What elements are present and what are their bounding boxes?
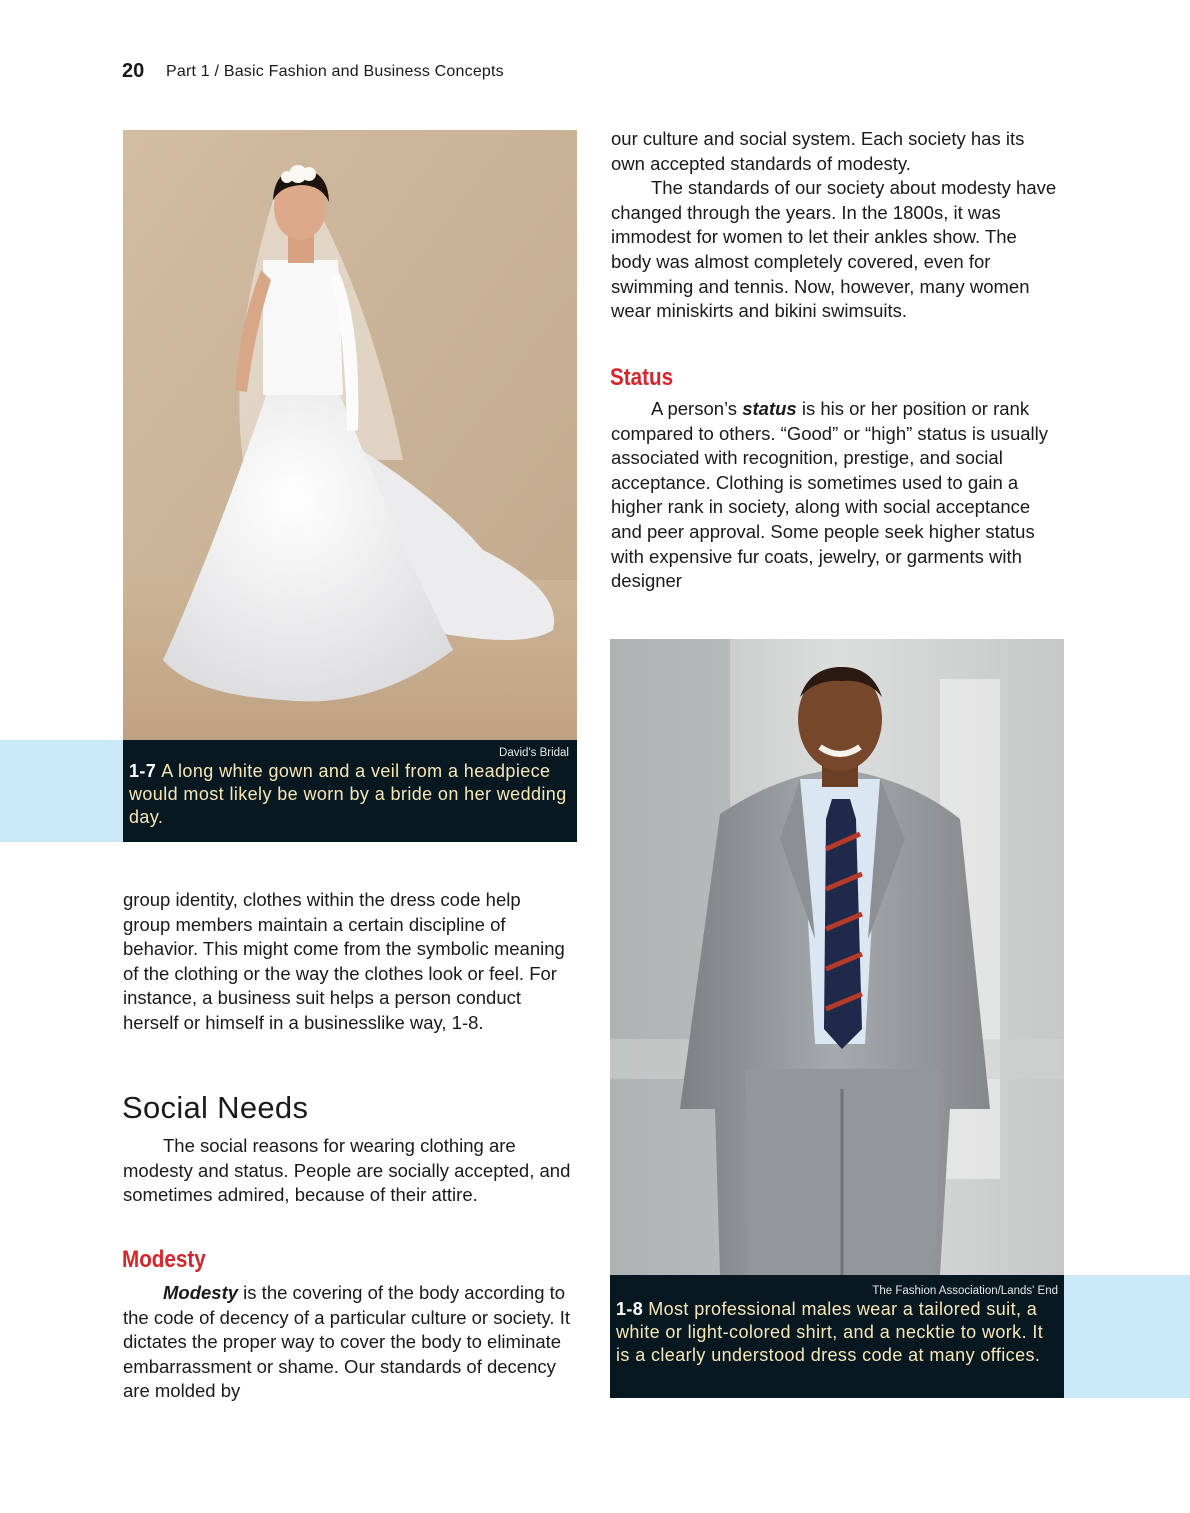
caption-text: Most professional males wear a tailored suit, a white or light-colored shirt, and a necktie to work. It is a clearly understood dress code at many offices. [616, 1299, 1044, 1365]
photo-credit: The Fashion Association/Lands' End [872, 1285, 1058, 1297]
figure-number: 1-7 [129, 761, 157, 781]
paragraph-text: is his or her position or rank compared to others. “Good” or “high” status is usually associated with recognition, prestige, and social acceptance. Clothing is sometimes used to gain a higher rank in society, along with social acceptance and peer approval. Some people seek higher status with expensive fur coats, jewelry, or garments with designer [611, 398, 1048, 592]
key-term: Modesty [163, 1282, 239, 1303]
modesty-text [123, 1281, 573, 1404]
paragraph-text: is the covering of the body according to the code of decency of a particular culture or society. It dictates the proper way to cover the body to eliminate embarrassment or shame. Our standards of decency are molded by [123, 1282, 570, 1402]
caption-text: A long white gown and a veil from a headpiece would most likely be worn by a bride on her wedding day. [129, 761, 567, 827]
paragraph [611, 397, 1061, 594]
paragraph: The standards of our society about modesty have changed through the years. In the 1800s, it was immodest for women to let their ankles show. The body was almost completely covered, even for swimming and tennis. Now, however, many women wear miniskirts and bikini swimsuits. [611, 177, 1057, 322]
paragraph [123, 1281, 573, 1404]
subsection-title: Status [610, 364, 674, 391]
section-title: Social Needs [122, 1090, 309, 1125]
status-text [611, 397, 1061, 594]
status-subhead-wrap [610, 364, 683, 392]
key-term: status [742, 398, 797, 419]
paragraph: The social reasons for wearing clothing are modesty and status. People are socially accepted, and sometimes admired, because of their attire. [123, 1135, 571, 1206]
right-column-top-text [611, 127, 1061, 324]
page-number: 20 [122, 60, 145, 82]
figure-1-7-caption [123, 740, 577, 842]
caption-band-1-8 [1063, 1275, 1190, 1398]
caption-band-1-7 [0, 740, 124, 842]
figure-1-8-photo [610, 639, 1064, 1275]
paragraph: group identity, clothes within the dress code help group members maintain a certain discipline of behavior. This might come from the symbolic meaning of the clothing or the way the clothes look or feel. For instance, a business suit helps a person conduct herself or himself in a businesslike way, 1-8. [123, 889, 565, 1033]
social-needs-text [123, 1134, 573, 1208]
photo-credit: David's Bridal [499, 747, 569, 759]
figure-1-8-caption [610, 1275, 1064, 1398]
paragraph: our culture and social system. Each society has its own accepted standards of modesty. [611, 128, 1025, 174]
modesty-subhead-wrap [122, 1246, 219, 1274]
subsection-title: Modesty [122, 1246, 206, 1273]
figure-number: 1-8 [616, 1299, 644, 1319]
figure-1-7-photo [123, 130, 577, 740]
running-head: Part 1 / Basic Fashion and Business Concepts [166, 63, 504, 80]
paragraph-text: A person’s [651, 398, 743, 419]
left-column-continued-text [123, 888, 573, 1036]
